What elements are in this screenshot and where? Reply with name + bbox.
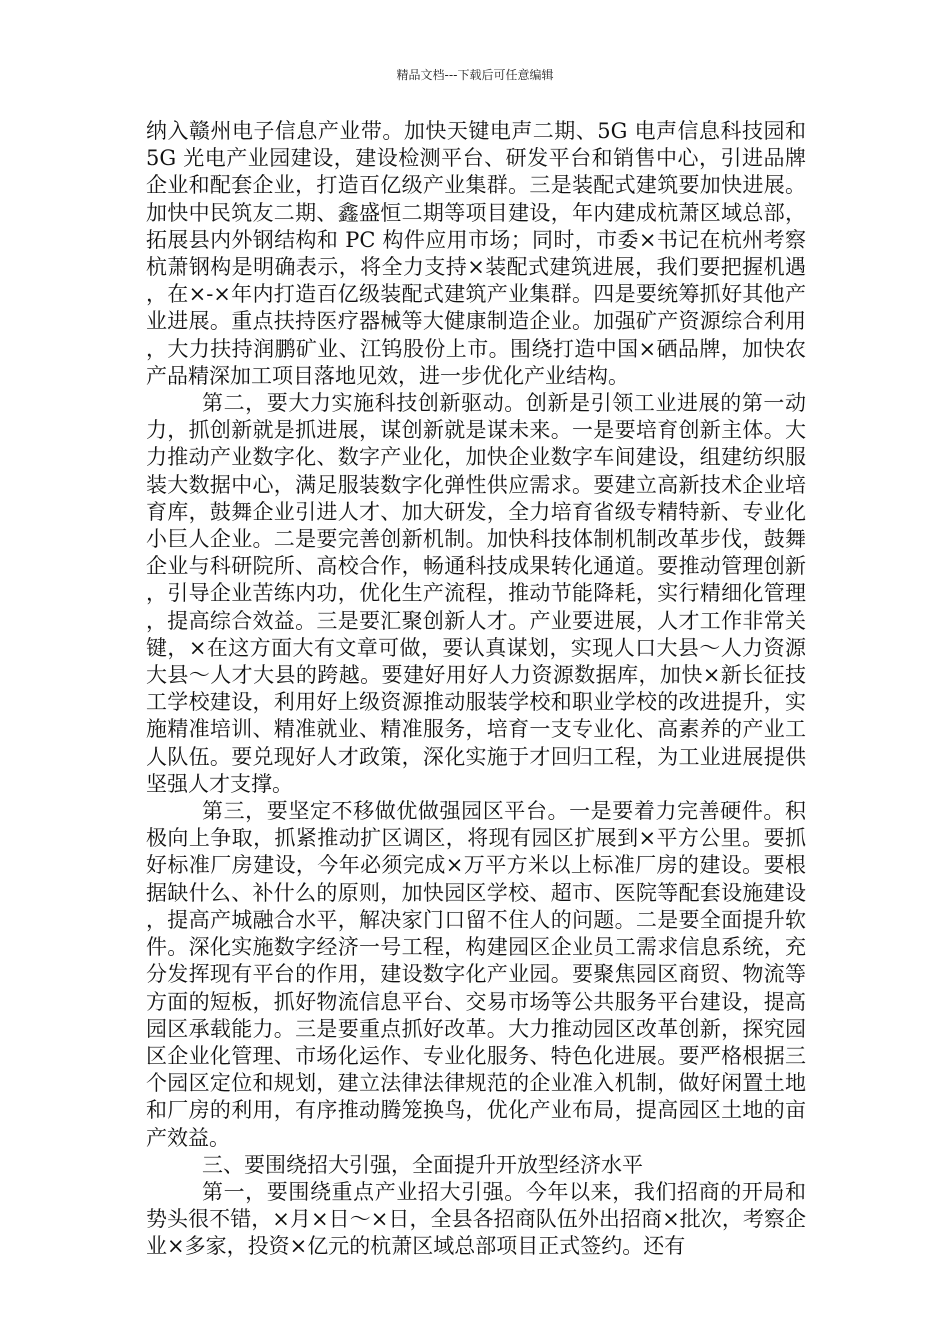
paragraph-4: 第一，要围绕重点产业招大引强。今年以来，我们招商的开局和势头很不错，×月×日～×日，全县各招商队伍外出招商×批次，考察企业×多家，投资×亿元的杭萧区域总部项目正式签约。还有 bbox=[146, 1179, 806, 1259]
paragraph-1: 纳入赣州电子信息产业带。加快天键电声二期、5G 电声信息科技园和 5G 光电产业园建设，建设检测平台、研发平台和销售中心，引进品牌企业和配套企业，打造百亿级产业集群。三是装配式建筑要加快进展。加快中民筑友二期、鑫盛恒二期等项目建设，年内建成杭萧区域总部，拓展县内外钢结构和 PC 构件应用市场；同时，市委×书记在杭州考察杭萧钢构是明确表示，将全力支持×装配式建筑进展，我们要把握机遇，在×-×年内打造百亿级装配式建筑产业集群。四是要统筹抓好其他产业进展。重点扶持医疗器械等大健康制造企业。加强矿产资源综合利用，大力扶持润鹏矿业、江钨股份上市。围绕打造中国×硒品牌，加快农产品精深加工项目落地见效，进一步优化产业结构。 bbox=[146, 119, 806, 388]
paragraph-2: 第二，要大力实施科技创新驱动。创新是引领工业进展的第一动力，抓创新就是抓进展，谋创新就是谋未来。一是要培育创新主体。大力推动产业数字化、数字产业化，加快企业数字车间建设，组建纺织服装大数据中心，满足服装数字化弹性供应需求。要建立高新技术企业培育库，鼓舞企业引进人才、加大研发，全力培育省级专精特新、专业化小巨人企业。二是要完善创新机制。加快科技体制机制改革步伐，鼓舞企业与科研院所、高校合作，畅通科技成果转化通道。要推动管理创新，引导企业苦练内功，优化生产流程，推动节能降耗，实行精细化管理，提高综合效益。三是要汇聚创新人才。产业要进展，人才工作非常关键，×在这方面大有文章可做，要认真谋划，实现人口大县～人力资源大县～人才大县的跨越。要建好用好人力资源数据库，加快×新长征技工学校建设，利用好上级资源推动服装学校和职业学校的改进提升，实施精准培训、精准就业、精准服务，培育一支专业化、高素养的产业工人队伍。要兑现好人才政策，深化实施于才回归工程，为工业进展提供坚强人才支撑。 bbox=[146, 391, 806, 796]
page-header: 精品文档---下载后可任意编辑 bbox=[396, 68, 554, 82]
paragraph-3: 第三，要坚定不移做优做强园区平台。一是要着力完善硬件。积极向上争取，抓紧推动扩区调区，将现有园区扩展到×平方公里。要抓好标准厂房建设，今年必须完成×万平方米以上标准厂房的建设。要根据缺什么、补什么的原则，加快园区学校、超市、医院等配套设施建设，提高产城融合水平，解决家门口留不住人的问题。二是要全面提升软件。深化实施数字经济一号工程，构建园区企业员工需求信息系统，充分发挥现有平台的作用，建设数字化产业园。要聚焦园区商贸、物流等方面的短板，抓好物流信息平台、交易市场等公共服务平台建设，提高园区承载能力。三是要重点抓好改革。大力推动园区改革创新，探究园区企业化管理、市场化运作、专业化服务、特色化进展。要严格根据三个园区定位和规划，建立法律法律规范的企业准入机制，做好闲置土地和厂房的利用，有序推动腾笼换鸟，优化产业布局，提高园区土地的亩产效益。 bbox=[146, 799, 806, 1150]
section-heading: 三、要围绕招大引强，全面提升开放型经济水平 bbox=[202, 1152, 643, 1177]
document-body bbox=[146, 118, 806, 1261]
